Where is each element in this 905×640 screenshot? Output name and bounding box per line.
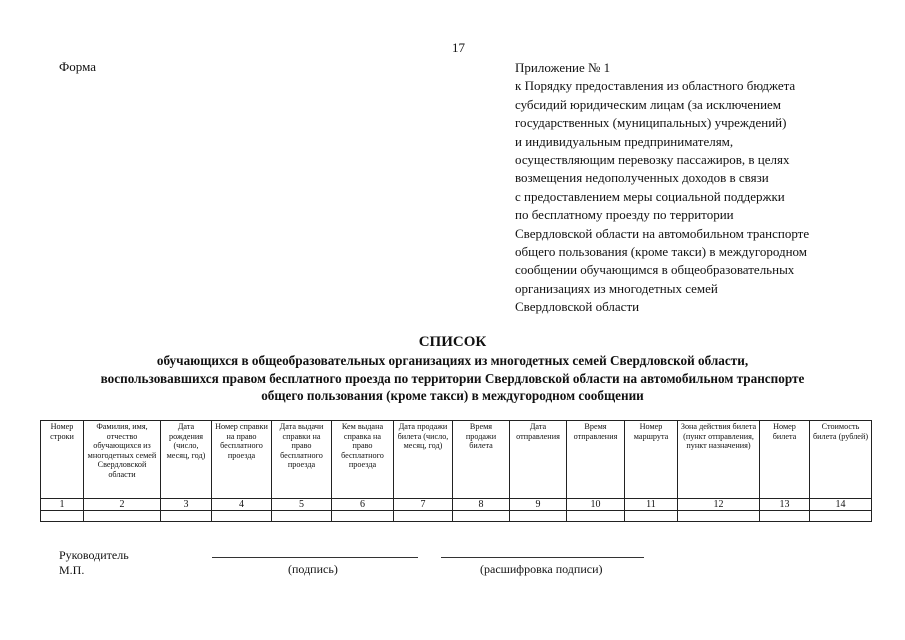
table-cell (453, 511, 510, 522)
appendix-line: к Порядку предоставления из областного бюджета (515, 78, 796, 94)
table-cell (567, 511, 625, 522)
table-cell (272, 511, 332, 522)
students-table (40, 420, 872, 522)
document-title: СПИСОК (418, 334, 487, 350)
column-number: 11 (625, 499, 678, 511)
table-cell (161, 511, 212, 522)
decode-line (441, 557, 644, 558)
column-header: Дата выдачи справки на право бесплатного проезда (272, 421, 332, 499)
appendix-block (515, 59, 895, 317)
appendix-line: организациях из многодетных семей (515, 280, 718, 296)
column-number: 2 (84, 499, 161, 511)
column-number: 1 (41, 499, 84, 511)
column-number: 7 (394, 499, 453, 511)
column-number: 9 (510, 499, 567, 511)
document-subtitle (0, 352, 905, 405)
column-header: Время отправления (567, 421, 625, 499)
table-cell (332, 511, 394, 522)
appendix-line: и индивидуальным предпринимателям, (515, 133, 734, 149)
appendix-line: Свердловской области на автомобильном транспорте (515, 225, 810, 241)
column-header: Стоимость билета (рублей) (810, 421, 872, 499)
appendix-line: сообщении обучающимся в общеобразовательных (515, 262, 795, 278)
column-number: 8 (453, 499, 510, 511)
table-cell (41, 511, 84, 522)
table-cell (394, 511, 453, 522)
form-label: Форма (59, 59, 96, 74)
column-number: 5 (272, 499, 332, 511)
column-number: 6 (332, 499, 394, 511)
column-header: Фамилия, имя, отчество обучающихся из многодетных семей Свердловской области (84, 421, 161, 499)
column-header: Дата отправления (510, 421, 567, 499)
column-header: Дата продажи билета (число, месяц, год) (394, 421, 453, 499)
column-number: 3 (161, 499, 212, 511)
signature-line (212, 557, 418, 558)
column-number: 14 (810, 499, 872, 511)
appendix-line: субсидий юридическим лицам (за исключением (515, 96, 782, 112)
column-number: 13 (760, 499, 810, 511)
table-number-row (41, 499, 872, 511)
appendix-line: осуществляющим перевозку пассажиров, в целях (515, 152, 790, 168)
appendix-line: государственных (муниципальных) учреждений) (515, 115, 787, 131)
table-cell (212, 511, 272, 522)
column-header: Зона действия билета (пункт отправления, пункт назначения) (678, 421, 760, 499)
head-label: Руководитель (59, 548, 129, 562)
table-cell (678, 511, 760, 522)
table-header-row (41, 421, 872, 499)
table-cell (84, 511, 161, 522)
decode-caption: (расшифровка подписи) (480, 562, 603, 576)
page-number: 17 (452, 40, 465, 55)
subtitle-line: общего пользования (кроме такси) в междугородном сообщении (261, 388, 644, 403)
column-header: Время продажи билета (453, 421, 510, 499)
signature-caption: (подпись) (288, 562, 338, 576)
table-cell (510, 511, 567, 522)
column-number: 4 (212, 499, 272, 511)
column-header: Номер билета (760, 421, 810, 499)
seal-label: М.П. (59, 563, 85, 577)
appendix-line: общего пользования (кроме такси) в междугородном (515, 244, 808, 260)
appendix-line: Приложение № 1 (515, 60, 611, 75)
column-header: Номер маршрута (625, 421, 678, 499)
column-number: 12 (678, 499, 760, 511)
appendix-line: возмещения недополученных доходов в связи (515, 170, 769, 186)
table-cell (760, 511, 810, 522)
column-header: Кем выдана справка на право бесплатного проезда (332, 421, 394, 499)
subtitle-line: воспользовавшихся правом бесплатного проезда по территории Свердловской области на автомобильном транспорте (100, 370, 805, 386)
column-header: Номер строки (41, 421, 84, 499)
table-cell (625, 511, 678, 522)
appendix-line: Свердловской области (515, 299, 640, 315)
appendix-line: по бесплатному проезду по территории (515, 207, 734, 223)
column-header: Номер справки на право бесплатного проезда (212, 421, 272, 499)
column-number: 10 (567, 499, 625, 511)
column-header: Дата рождения (число, месяц, год) (161, 421, 212, 499)
appendix-line: с предоставлением меры социальной поддержки (515, 188, 785, 204)
table-cell (810, 511, 872, 522)
table-empty-row (41, 511, 872, 522)
subtitle-line: обучающихся в общеобразовательных организациях из многодетных семей Свердловской области, (156, 353, 749, 368)
